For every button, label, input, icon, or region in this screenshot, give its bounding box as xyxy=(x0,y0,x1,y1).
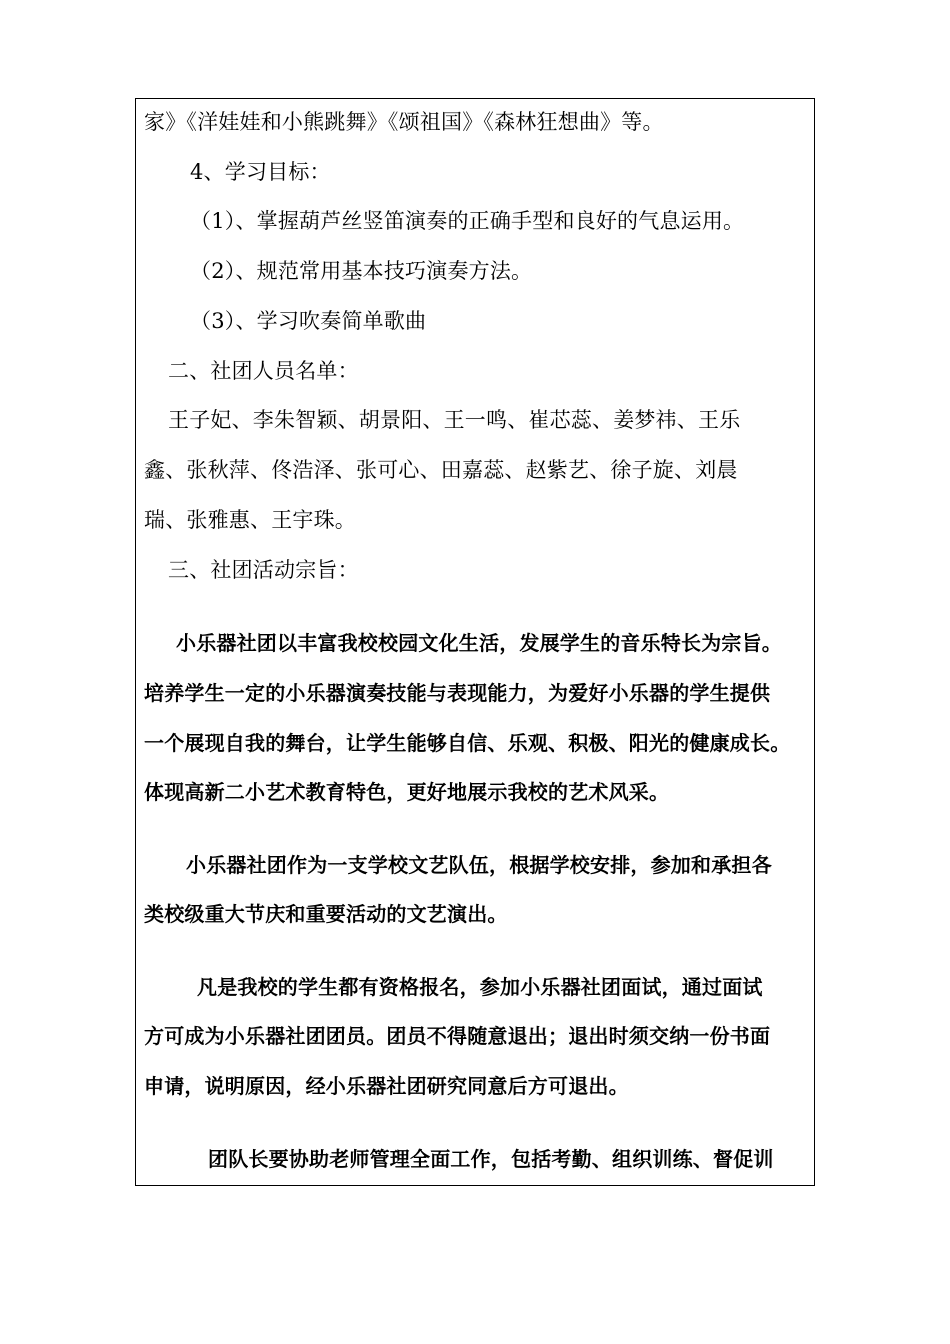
text-line-1: 家》《洋娃娃和小熊跳舞》《颂祖国》《森林狂想曲》等。 xyxy=(144,110,664,134)
goal-item-3: （3）、学习吹奏简单歌曲 xyxy=(190,309,427,333)
member-list-line-2: 鑫、张秋萍、佟浩泽、张可心、田嘉蕊、赵紫艺、徐子旋、刘晨 xyxy=(144,458,738,482)
section-heading-learning-goals: 4、学习目标： xyxy=(190,160,331,184)
purpose-paragraph-3-line-1: 凡是我校的学生都有资格报名，参加小乐器社团面试，通过面试 xyxy=(197,975,763,999)
purpose-paragraph-1-line-3: 一个展现自我的舞台，让学生能够自信、乐观、积极、阳光的健康成长。 xyxy=(144,731,791,755)
section-heading-purpose: 三、社团活动宗旨： xyxy=(168,558,359,582)
member-list-line-1: 王子妃、李朱智颖、胡景阳、王一鸣、崔芯蕊、姜梦祎、王乐 xyxy=(168,408,741,432)
purpose-paragraph-4-line-1: 团队长要协助老师管理全面工作，包括考勤、组织训练、督促训 xyxy=(208,1147,774,1171)
purpose-paragraph-1-line-2: 培养学生一定的小乐器演奏技能与表现能力，为爱好小乐器的学生提供 xyxy=(144,681,771,705)
goal-item-2: （2）、规范常用基本技巧演奏方法。 xyxy=(190,259,533,283)
section-heading-member-list: 二、社团人员名单： xyxy=(168,359,359,383)
purpose-paragraph-1-line-4: 体现高新二小艺术教育特色，更好地展示我校的艺术风采。 xyxy=(144,780,670,804)
purpose-paragraph-2-line-2: 类校级重大节庆和重要活动的文艺演出。 xyxy=(144,902,508,926)
purpose-paragraph-1-line-1: 小乐器社团以丰富我校校园文化生活，发展学生的音乐特长为宗旨。 xyxy=(176,631,782,655)
member-list-line-3: 瑞、张雅惠、王宇珠。 xyxy=(144,508,356,532)
purpose-paragraph-2-line-1: 小乐器社团作为一支学校文艺队伍，根据学校安排，参加和承担各 xyxy=(186,853,772,877)
purpose-paragraph-3-line-2: 方可成为小乐器社团团员。团员不得随意退出；退出时须交纳一份书面 xyxy=(144,1024,771,1048)
goal-item-1: （1）、掌握葫芦丝竖笛演奏的正确手型和良好的气息运用。 xyxy=(190,209,745,233)
purpose-paragraph-3-line-3: 申请，说明原因，经小乐器社团研究同意后方可退出。 xyxy=(144,1074,629,1098)
